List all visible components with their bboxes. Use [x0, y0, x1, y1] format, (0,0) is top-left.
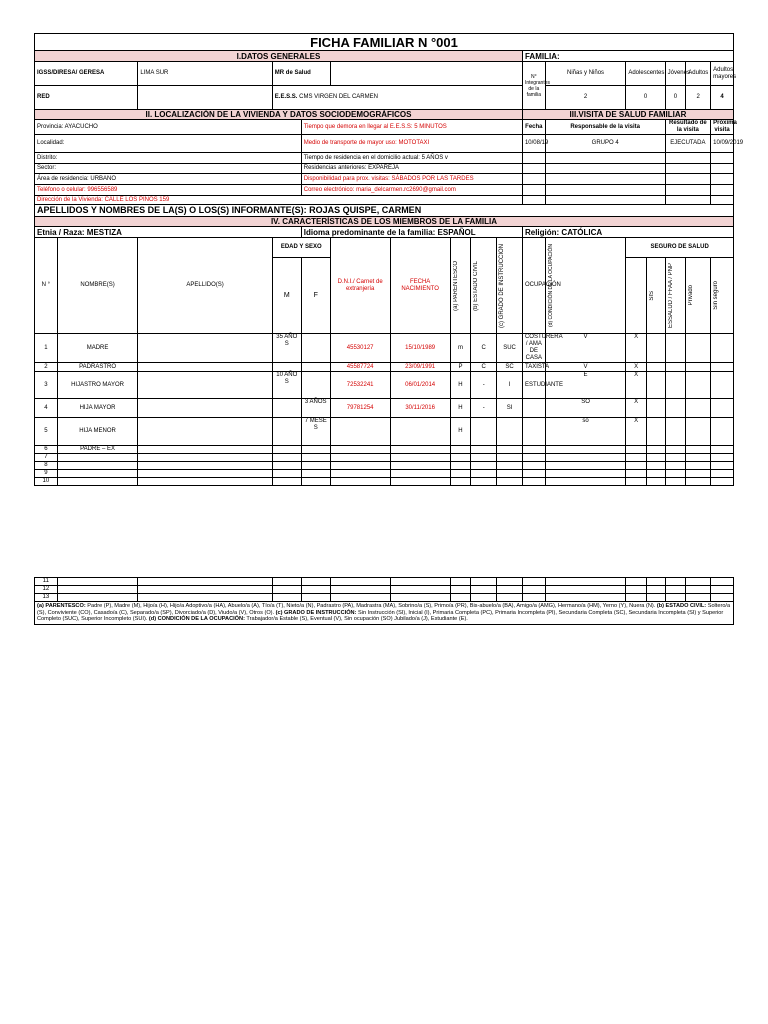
- member-parentesco: H: [450, 399, 471, 418]
- correo: Correo electrónico: maria_delcarmen.rc2690@gmail.com: [301, 185, 522, 196]
- member-n: 1: [35, 334, 58, 363]
- table-row: [35, 470, 734, 478]
- red-label: RED: [35, 86, 138, 110]
- member-sis: X: [626, 399, 647, 418]
- member-dni: [330, 418, 390, 446]
- member-n: 9: [35, 470, 58, 478]
- fam-col-adultos-mayores: Adultos mayores: [711, 62, 734, 86]
- tiempo-residencia: Tiempo de residencia en el domicilio actual: 5 AÑOS v: [301, 153, 522, 164]
- legend-d-label: (d) CONDICIÓN DE LA OCUPACIÓN:: [147, 616, 245, 623]
- member-n: 13: [35, 594, 58, 602]
- member-condicion: E: [545, 372, 626, 399]
- residencias-anteriores: Residencias anteriores: EXPAREJA: [301, 164, 522, 174]
- section-datos-generales: I.DATOS GENERALES: [35, 51, 523, 62]
- member-edad-f: 3 AÑOS: [301, 399, 330, 418]
- mh-condicion: (d) CONDICIÓN DE LA OCUPACIÓN: [547, 244, 554, 327]
- visit-fecha: 10/08/19: [522, 135, 545, 153]
- igss-value: LIMA SUR: [138, 62, 272, 86]
- legend-b-text: Soltero/a (S), Conviviente (CO), Casado/a (C), Separado/a (SP), Divorciado/a (D), Viudo/a (V), Otros (O).: [37, 603, 731, 616]
- member-n: 11: [35, 578, 58, 586]
- member-dni: 45530127: [330, 334, 390, 363]
- member-edad-f: [301, 372, 330, 399]
- igss-label: IGSS/DIRESA/ GERESA: [35, 62, 138, 86]
- mh-sis: SIS: [649, 290, 656, 301]
- member-apellido: [138, 399, 272, 418]
- visit-proxima: 10/09/2019: [711, 135, 734, 153]
- member-edad-m: [272, 363, 301, 372]
- member-n: 3: [35, 372, 58, 399]
- fam-val-adolescentes: 0: [626, 86, 665, 110]
- member-ocupacion: [522, 399, 545, 418]
- member-n: 6: [35, 446, 58, 454]
- ficha-familiar-form: [34, 33, 744, 486]
- mh-fecha: FECHA NACIMIENTO: [390, 238, 450, 334]
- mh-apellido: APELLIDO(S): [138, 238, 272, 334]
- member-grado: [497, 418, 523, 446]
- eess-label: E.E.S.S.: [274, 94, 298, 100]
- fam-val-ninos: 2: [545, 86, 626, 110]
- eess-cell: [272, 86, 522, 110]
- member-sis: X: [626, 372, 647, 399]
- legend-d-text: Trabajador/a Estable (S), Eventual (V), Sin ocupación (SO) Jubilado/a (J), Estudiante (E).: [244, 616, 468, 623]
- visit-responsable: GRUPO 4: [545, 135, 665, 153]
- visit-h-fecha: Fecha: [522, 120, 545, 135]
- member-fecha: [390, 418, 450, 446]
- member-edad-m: [272, 399, 301, 418]
- visit-h-responsable: Responsable de la visita: [545, 120, 665, 135]
- table-row: [35, 418, 734, 446]
- legend-c-label: (c) GRADO DE INSTRUCCIÓN:: [274, 609, 357, 616]
- member-condicion: SO: [545, 399, 626, 418]
- section-miembros: IV. CARACTERÍSTICAS DE LOS MIEMBROS DE LA FAMILIA: [35, 217, 734, 227]
- visit-resultado: EJECUTADA: [665, 135, 710, 153]
- integrantes-label: N° Integrantes de la familia: [522, 62, 545, 110]
- etnia: Etnia / Raza: MESTIZA: [35, 227, 302, 238]
- mh-grado: (c) GRADO DE INSTRUCCIÓN: [499, 243, 506, 328]
- table-row: [35, 454, 734, 462]
- mh-privado: Privado: [688, 285, 695, 306]
- member-sis: X: [626, 363, 647, 372]
- fam-col-adultos: Adultos: [686, 62, 711, 86]
- member-sis: X: [626, 334, 647, 363]
- member-ocupacion: COSTURERA / AMA DE CASA: [522, 334, 545, 363]
- members-continuation-table: [34, 577, 734, 625]
- member-grado: I: [497, 372, 523, 399]
- member-dni: 79781254: [330, 399, 390, 418]
- tiempo-llegada: Tiempo que demora en llegar al E.E.S.S: 5 MINUTOS: [301, 120, 522, 135]
- member-nombre: PADRE – EX: [57, 446, 138, 454]
- member-ocupacion: [522, 418, 545, 446]
- table-row: [35, 372, 734, 399]
- legend-c-text: Sin Instrucción (SI), Inicial (I), Primaria Completa (PC), Primaria Incompleta (PI), Secundaria Completa (SC), Secundaria Incompleta (SI) y Superior Completo (SUC), Superior Incompleto (SUI).: [37, 609, 724, 623]
- table-row: [35, 399, 734, 418]
- member-ocupacion: TAXISTA: [522, 363, 545, 372]
- table-row: [35, 586, 734, 594]
- eess-value: CMS VIRGEN DEL CARMEN: [299, 94, 378, 100]
- fam-col-ninos: Niñas y Niños: [545, 62, 626, 86]
- member-nombre: HIJASTRO MAYOR: [57, 372, 138, 399]
- member-edad-m: 35 AÑO S: [272, 334, 301, 363]
- area-residencia: Área de residencia: URBANO: [35, 174, 302, 185]
- member-nombre: MADRE: [57, 334, 138, 363]
- fam-val-total: 4: [711, 86, 734, 110]
- mh-edad-sexo: EDAD Y SEXO: [272, 238, 330, 258]
- member-fecha: 15/10/1989: [390, 334, 450, 363]
- member-grado: SUC: [497, 334, 523, 363]
- table-row: [35, 363, 734, 372]
- member-grado: SI: [497, 399, 523, 418]
- visit-h-resultado: Resultado de la visita: [665, 120, 710, 135]
- member-grado: SC: [497, 363, 523, 372]
- disponibilidad: Disponibilidad para prox. visitas: SÁBADOS POR LAS TARDES: [301, 174, 522, 185]
- table-row: [35, 446, 734, 454]
- member-edad-f: 7 MESE S: [301, 418, 330, 446]
- member-estado-civil: C: [471, 363, 497, 372]
- member-ocupacion: ESTUDIANTE: [522, 372, 545, 399]
- member-condicion: so: [545, 418, 626, 446]
- member-estado-civil: -: [471, 399, 497, 418]
- table-row: [35, 334, 734, 363]
- member-n: 8: [35, 462, 58, 470]
- legend-a-text: Padre (P), Madre (M), Hijo/a (H), Hijo/a Adoptivo/a (HA), Abuelo/a (A), Tío/a (T), Nieto/a (N), Padrastro (PA), Madrastra (MA), Sobrino/a (S), Primo/a (PR), Bis-abuelo/a (BA), Amigo/a (AMG), Hermano/a (HM), Yerno (Y), Nuera (N).: [85, 603, 656, 609]
- familia-label: FAMILIA:: [522, 51, 733, 62]
- provincia: Provincia: AYACUCHO: [35, 120, 302, 135]
- fam-val-adultos: 2: [686, 86, 711, 110]
- member-parentesco: H: [450, 372, 471, 399]
- mh-n: N °: [35, 238, 58, 334]
- table-row: [35, 462, 734, 470]
- table-row: [35, 578, 734, 586]
- telefono: Teléfono o celular: 996556589: [35, 185, 302, 196]
- mh-sin-seguro: Sin seguro: [713, 281, 720, 310]
- member-n: 4: [35, 399, 58, 418]
- member-condicion: V: [545, 334, 626, 363]
- mr-label: MR de Salud: [272, 62, 330, 86]
- member-edad-m: 10 AÑO S: [272, 372, 301, 399]
- mr-value: [330, 62, 522, 86]
- member-apellido: [138, 363, 272, 372]
- legend: [35, 602, 734, 625]
- member-dni: 72532241: [330, 372, 390, 399]
- member-estado-civil: -: [471, 372, 497, 399]
- legend-a-label: (a) PARENTESCO:: [37, 603, 86, 609]
- member-parentesco: m: [450, 334, 471, 363]
- member-fecha: 30/11/2016: [390, 399, 450, 418]
- fam-val-jovenes: 0: [665, 86, 686, 110]
- member-apellido: [138, 372, 272, 399]
- member-n: 10: [35, 478, 58, 486]
- member-parentesco: P: [450, 363, 471, 372]
- member-edad-f: [301, 363, 330, 372]
- mh-f: F: [301, 258, 330, 334]
- member-n: 7: [35, 454, 58, 462]
- visit-h-proxima: Próxima visita: [711, 120, 734, 135]
- member-sis: X: [626, 418, 647, 446]
- member-estado-civil: C: [471, 334, 497, 363]
- member-fecha: 06/01/2014: [390, 372, 450, 399]
- fam-col-adolescentes: Adolescentes: [626, 62, 665, 86]
- sector: Sector:: [35, 164, 302, 174]
- mh-parentesco: (a) PARENTESCO: [452, 260, 459, 311]
- member-n: 5: [35, 418, 58, 446]
- member-fecha: 23/09/1991: [390, 363, 450, 372]
- member-nombre: PADRASTRO: [57, 363, 138, 372]
- mh-essalud: ESSALUD / FFAA / PNP: [667, 262, 674, 329]
- member-apellido: [138, 334, 272, 363]
- religion: Religión: CATÓLICA: [522, 227, 733, 238]
- member-parentesco: H: [450, 418, 471, 446]
- direccion: Dirección de la Vivienda: CALLE LOS PINOS 159: [35, 196, 523, 205]
- member-edad-m: [272, 418, 301, 446]
- section-localizacion: II. LOCALIZACIÓN DE LA VIVIENDA Y DATOS SOCIODEMOGRÁFICOS: [35, 110, 523, 120]
- mh-estado-civil: (b) ESTADO CIVIL: [473, 260, 480, 311]
- member-nombre: HIJA MAYOR: [57, 399, 138, 418]
- table-row: [35, 594, 734, 602]
- mh-nombre: NOMBRE(S): [57, 238, 138, 334]
- member-edad-f: [301, 334, 330, 363]
- informante: APELLIDOS Y NOMBRES DE LA(S) O LOS(S) INFORMANTE(S): ROJAS QUISPE, CARMEN: [35, 205, 734, 217]
- mh-m: M: [272, 258, 301, 334]
- member-apellido: [138, 418, 272, 446]
- form-title: FICHA FAMILIAR N °001: [35, 34, 734, 51]
- member-n: 2: [35, 363, 58, 372]
- fam-col-jovenes: Jóvenes: [665, 62, 686, 86]
- red-value: [138, 86, 272, 110]
- member-dni: 45587724: [330, 363, 390, 372]
- mh-dni: D.N.I./ Carnet de extranjería: [330, 238, 390, 334]
- mh-ocupacion: OCUPACIÓN: [522, 238, 545, 334]
- member-condicion: V: [545, 363, 626, 372]
- table-row: [35, 478, 734, 486]
- member-n: 12: [35, 586, 58, 594]
- section-visita: III.VISITA DE SALUD FAMILIAR: [522, 110, 733, 120]
- mh-seguro: SEGURO DE SALUD: [626, 238, 734, 258]
- idioma: Idioma predominante de la familia: ESPAÑOL: [301, 227, 522, 238]
- legend-b-label: (b) ESTADO CIVIL:: [655, 603, 707, 609]
- distrito: Distrito:: [35, 153, 302, 164]
- medio-transporte: Medio de transporte de mayor uso: MOTOTAXI: [301, 135, 522, 153]
- member-estado-civil: [471, 418, 497, 446]
- localidad: Localidad:: [35, 135, 302, 153]
- member-nombre: HIJA MENOR: [57, 418, 138, 446]
